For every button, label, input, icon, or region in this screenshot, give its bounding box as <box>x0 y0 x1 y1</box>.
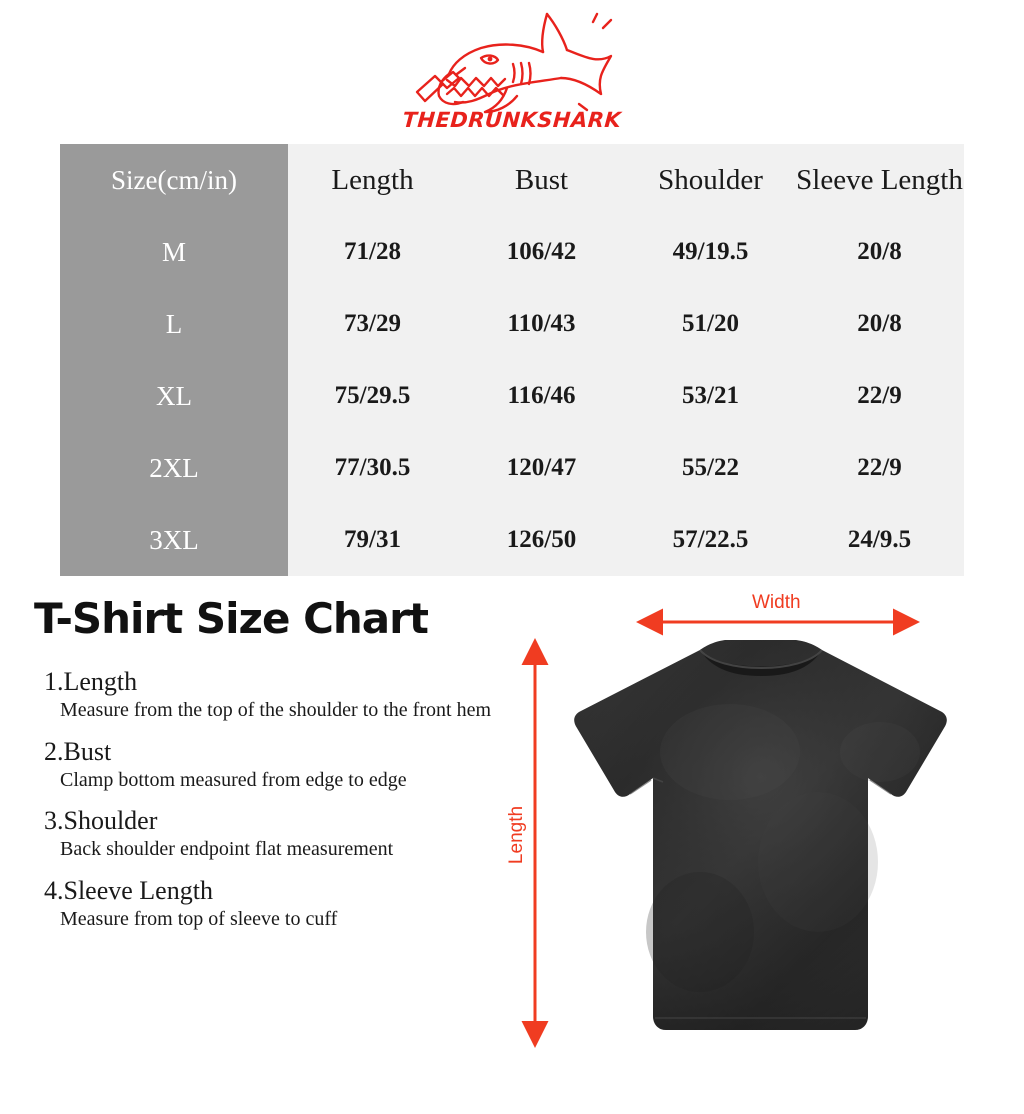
measurement-guide <box>34 594 534 945</box>
column-header-length: Length <box>331 163 414 196</box>
table-row <box>60 504 964 576</box>
cell-length: 79/31 <box>344 526 401 553</box>
guide-item-heading: 3.Shoulder <box>44 806 158 836</box>
cell-shoulder: 49/19.5 <box>672 238 749 265</box>
cell-length: 71/28 <box>344 238 401 265</box>
guide-item-length <box>34 667 534 723</box>
cell-size: 2XL <box>60 432 288 504</box>
guide-item-description: Measure from the top of the shoulder to the front hem <box>60 699 491 721</box>
cell-bust: 120/47 <box>506 454 577 481</box>
cell-size: M <box>60 216 288 288</box>
column-header-shoulder: Shoulder <box>658 163 763 196</box>
guide-item-shoulder <box>34 805 534 865</box>
cell-shoulder: 51/20 <box>682 310 739 337</box>
cell-sleeve: 20/8 <box>857 310 902 337</box>
tshirt-diagram <box>490 584 1010 1104</box>
cell-sleeve: 22/9 <box>857 382 902 409</box>
guide-item-description: Back shoulder endpoint flat measurement <box>60 838 394 861</box>
cell-size: L <box>60 288 288 360</box>
guide-item-heading: 2.Bust <box>44 736 112 766</box>
table-row <box>60 216 964 288</box>
cell-size: XL <box>60 360 288 432</box>
guide-item-description: Measure from top of sleeve to cuff <box>60 907 338 930</box>
table-row <box>60 432 964 504</box>
cell-shoulder: 55/22 <box>682 454 739 481</box>
width-dimension-label: Width <box>752 592 801 613</box>
column-header-bust: Bust <box>514 163 569 196</box>
cell-length: 73/29 <box>344 310 401 337</box>
cell-sleeve: 22/9 <box>857 454 902 481</box>
brand-logo <box>0 0 1024 140</box>
table-row <box>60 360 964 432</box>
page-title: T-Shirt Size Chart <box>34 594 428 643</box>
cell-shoulder: 53/21 <box>682 382 739 409</box>
cell-sleeve: 20/8 <box>857 238 902 265</box>
brand-name: THEDRUNKSHARK <box>401 108 623 132</box>
cell-size: 3XL <box>60 504 288 576</box>
cell-bust: 126/50 <box>506 526 577 553</box>
cell-bust: 106/42 <box>506 238 577 265</box>
cell-bust: 116/46 <box>507 382 576 409</box>
table-header-row <box>60 144 964 216</box>
guide-item-sleeve <box>34 876 534 932</box>
guide-item-bust <box>34 737 534 793</box>
table-row <box>60 288 964 360</box>
guide-item-heading: 4.Sleeve Length <box>44 875 213 905</box>
guide-item-description: Clamp bottom measured from edge to edge <box>60 768 407 791</box>
guide-item-heading: 1.Length <box>44 667 138 696</box>
length-dimension-label: Length <box>506 805 528 865</box>
column-header-sleeve: Sleeve Length <box>796 163 963 196</box>
cell-shoulder: 57/22.5 <box>672 526 749 553</box>
tshirt-illustration <box>550 632 970 1052</box>
cell-sleeve: 24/9.5 <box>847 526 912 553</box>
cell-length: 77/30.5 <box>334 454 411 481</box>
size-chart-table <box>60 144 964 576</box>
cell-length: 75/29.5 <box>334 382 411 409</box>
column-header-size: Size(cm/in) <box>60 144 288 216</box>
cell-bust: 110/43 <box>507 310 576 337</box>
